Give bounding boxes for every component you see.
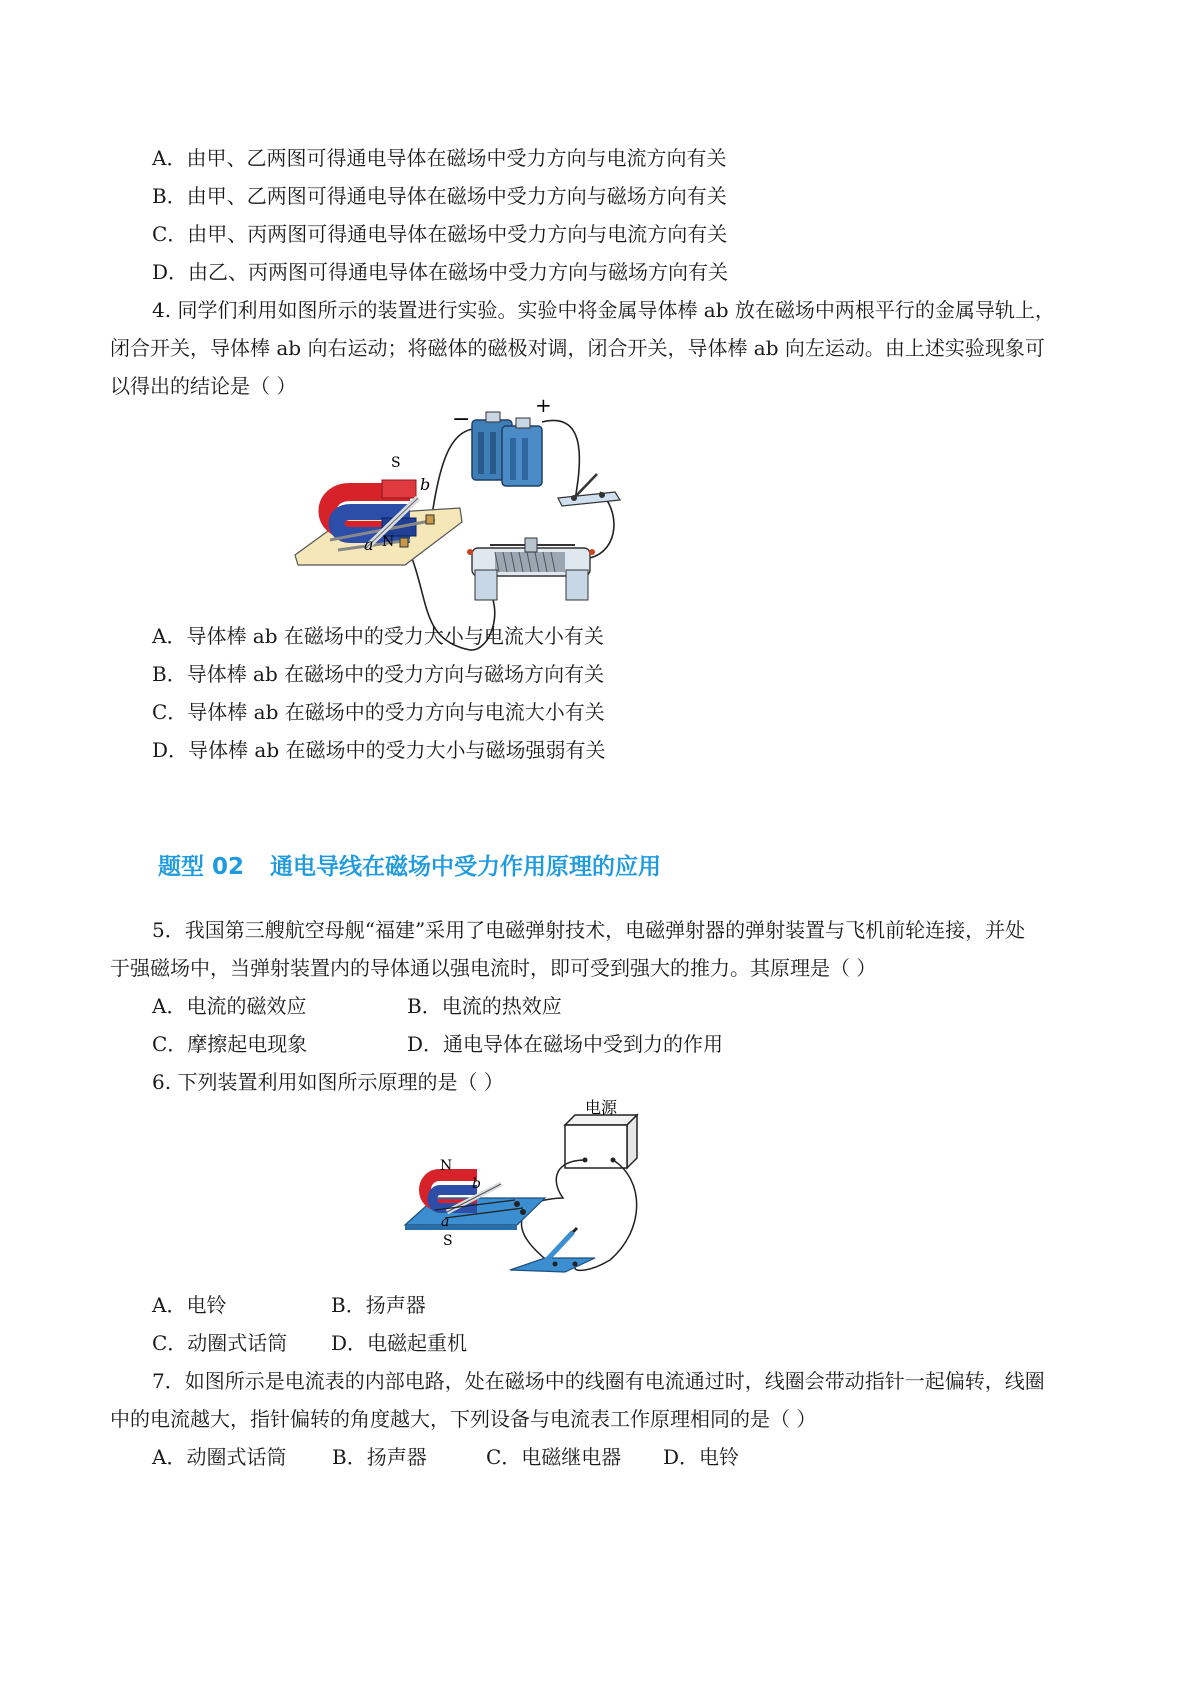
section-title: 通电导线在磁场中受力作用原理的应用 — [270, 854, 662, 880]
battery-minus-label: − — [452, 407, 471, 432]
q7-stem-line-2: 中的电流越大，指针偏转的角度越大，下列设备与电流表工作原理相同的是（ ） — [110, 1407, 817, 1431]
q3-option-b[interactable]: B．由甲、乙两图可得通电导体在磁场中受力方向与磁场方向有关 — [152, 184, 727, 208]
magnet-s-label: S — [443, 1233, 453, 1249]
q4-option-d[interactable]: D．导体棒 ab 在磁场中的受力大小与磁场强弱有关 — [152, 738, 606, 762]
q5-option-d[interactable]: D．通电导体在磁场中受到力的作用 — [407, 1032, 724, 1056]
q7-stem-line-1: 7．如图所示是电流表的内部电路，处在磁场中的线圈有电流通过时，线圈会带动指针一起偏转，线圈 — [152, 1369, 1045, 1393]
battery-plus-label: + — [535, 393, 552, 417]
rod-a-label: a — [364, 535, 374, 554]
q6-option-a[interactable]: A．电铃 — [152, 1293, 227, 1317]
rod-a-label: a — [441, 1214, 450, 1230]
switch-icon — [510, 1228, 595, 1272]
q6-option-b[interactable]: B．扬声器 — [331, 1293, 426, 1317]
q7-option-d[interactable]: D．电铃 — [663, 1445, 740, 1469]
q4-stem-line-3: 以得出的结论是（ ） — [110, 374, 297, 398]
switch-icon — [558, 474, 620, 506]
q6-option-d[interactable]: D．电磁起重机 — [331, 1331, 468, 1355]
q4-option-a[interactable]: A．导体棒 ab 在磁场中的受力大小与电流大小有关 — [152, 624, 604, 648]
power-supply-label: 电源 — [585, 1098, 618, 1117]
rod-b-label: b — [420, 475, 431, 494]
q4-stem-line-1: 4. 同学们利用如图所示的装置进行实验。实验中将金属导体棒 ab 放在磁场中两根平行的金属导轨上， — [152, 298, 1055, 322]
q4-option-b[interactable]: B．导体棒 ab 在磁场中的受力方向与磁场方向有关 — [152, 662, 605, 686]
q3-option-a[interactable]: A．由甲、乙两图可得通电导体在磁场中受力方向与电流方向有关 — [152, 146, 727, 170]
q7-option-c[interactable]: C．电磁继电器 — [486, 1445, 622, 1469]
q5-stem-line-1: 5．我国第三艘航空母舰“福建”采用了电磁弹射技术，电磁弹射器的弹射装置与飞机前轮连接，并处 — [152, 918, 1026, 942]
q4-stem-line-2: 闭合开关，导体棒 ab 向右运动；将磁体的磁极对调，闭合开关，导体棒 ab 向左运动。由上述实验现象可 — [110, 336, 1045, 360]
battery-icon — [472, 412, 542, 486]
q5-option-b[interactable]: B．电流的热效应 — [407, 994, 562, 1018]
q3-option-d[interactable]: D．由乙、丙两图可得通电导体在磁场中受力方向与磁场方向有关 — [152, 260, 729, 284]
q3-option-c[interactable]: C．由甲、丙两图可得通电导体在磁场中受力方向与电流方向有关 — [152, 222, 728, 246]
q5-option-c[interactable]: C．摩擦起电现象 — [152, 1032, 308, 1056]
section-number: 题型 02 — [158, 854, 245, 880]
q5-option-a[interactable]: A．电流的磁效应 — [152, 994, 307, 1018]
q4-apparatus-figure — [290, 393, 700, 660]
rheostat-icon — [467, 538, 595, 600]
q4-option-c[interactable]: C．导体棒 ab 在磁场中的受力方向与电流大小有关 — [152, 700, 605, 724]
q5-stem-line-2: 于强磁场中，当弹射装置内的导体通以强电流时，即可受到强大的推力。其原理是（ ） — [110, 956, 877, 980]
rod-b-label: b — [472, 1176, 481, 1192]
q7-option-b[interactable]: B．扬声器 — [332, 1445, 427, 1469]
q6-stem: 6. 下列装置利用如图所示原理的是（ ） — [152, 1070, 504, 1094]
magnet-s-label: S — [391, 455, 401, 471]
magnet-n-label: N — [440, 1158, 453, 1174]
magnet-n-label: N — [382, 534, 395, 550]
q6-option-c[interactable]: C．动圈式话筒 — [152, 1331, 288, 1355]
section-heading — [158, 848, 661, 881]
q7-option-a[interactable]: A．动圈式话筒 — [152, 1445, 287, 1469]
q6-circuit-figure — [405, 1100, 645, 1280]
